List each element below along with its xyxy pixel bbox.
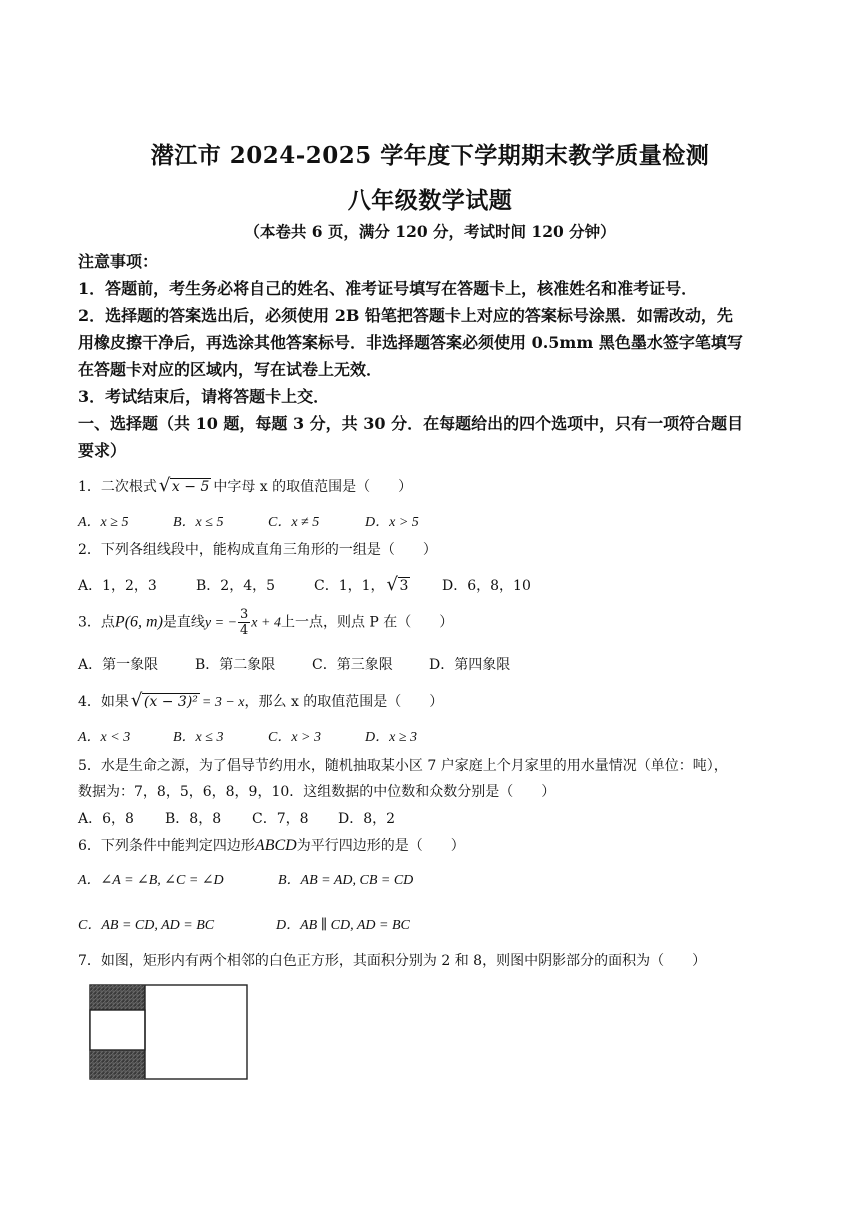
sqrt-symbol: √ 3 (386, 574, 409, 595)
question-2-stem: 2．下列各组线段中，能构成直角三角形的一组是（ ） (78, 542, 437, 558)
option-c[interactable]: C．7，8 (252, 811, 309, 827)
option-c[interactable]: C．第三象限 (312, 657, 393, 673)
question-7-stem: 7．如图，矩形内有两个相邻的白色正方形，其面积分别为 2 和 8，则图中阴影部分的面积为（ ） (78, 953, 707, 969)
option-b[interactable]: B．x ≤ 5 (173, 515, 224, 530)
question-6-options-row-2 (78, 914, 410, 934)
option-b[interactable]: B．AB = AD, CB = CD (278, 873, 414, 888)
option-c[interactable]: C．x > 3 (268, 730, 321, 745)
option-c[interactable]: C．AB = CD, AD = BC (78, 918, 215, 933)
question-1-stem: 1．二次根式 √ x − 5 中字母 x 的取值范围是（ ） (78, 475, 413, 496)
question-3-stem: 3．点P(6, m)是直线y = − $\frac{3}{4}$ x + 4上一点，则点 P 在（ ） (78, 607, 454, 638)
option-d[interactable]: D．x > 5 (365, 515, 419, 530)
question-6-options-row-1 (78, 869, 413, 889)
notice-line-5: 3．考试结束后，请将答题卡上交． (78, 387, 330, 406)
question-5-options (78, 808, 395, 828)
option-a[interactable]: A．第一象限 (78, 657, 159, 673)
question-5-stem-1: 5．水是生命之源，为了倡导节约用水，随机抽取某小区 7 户家庭上个月家里的用水量情况（单位：吨）， (78, 758, 728, 774)
fraction: $\frac{3}{4}$ (240, 607, 249, 638)
option-d[interactable]: D．x ≥ 3 (365, 730, 418, 745)
option-d[interactable]: D．6，8，10 (442, 578, 531, 594)
section-heading-1: 一、选择题（共 10 题，每题 3 分，共 30 分．在每题给出的四个选项中，只有一项符合题目 (78, 414, 744, 433)
notice-line-4: 在答题卡对应的区域内，写在试卷上无效． (78, 360, 383, 379)
sqrt-symbol: √ (x − 3)² (130, 690, 198, 711)
exam-subtitle: 八年级数学试题 (347, 187, 513, 214)
option-a[interactable]: A．∠A = ∠B, ∠C = ∠D (78, 873, 224, 888)
exam-title: 潜江市 2024-2025 学年度下学期期末教学质量检测 (150, 142, 710, 169)
question-2-options (78, 575, 531, 595)
exam-info: （本卷共 6 页，满分 120 分，考试时间 120 分钟） (244, 222, 616, 241)
notice-line-1: 1．答题前，考生务必将自己的姓名、准考证号填写在答题卡上，核准姓名和准考证号． (78, 279, 698, 298)
option-a[interactable]: A．6，8 (78, 811, 134, 827)
question-5-stem-2: 数据为：7，8，5，6，8，9，10．这组数据的中位数和众数分别是（ ） (78, 784, 556, 800)
notice-heading: 注意事项： (78, 252, 159, 271)
question-1-options (78, 511, 419, 531)
notice-line-3: 用橡皮擦干净后，再选涂其他答案标号．非选择题答案必须使用 0.5mm 黑色墨水签字笔填写 (78, 333, 743, 352)
option-a[interactable]: A．x < 3 (78, 730, 131, 745)
option-b[interactable]: B．8，8 (165, 811, 222, 827)
rectangle-squares-figure (80, 982, 248, 1082)
option-d[interactable]: D．AB ∥ CD, AD = BC (276, 918, 410, 933)
option-b[interactable]: B．x ≤ 3 (173, 730, 224, 745)
notice-line-2: 2．选择题的答案选出后，必须使用 2B 铅笔把答题卡上对应的答案标号涂黑．如需改动，先 (78, 306, 733, 325)
sqrt-symbol: √ x − 5 (158, 475, 210, 496)
question-3-options (78, 654, 510, 674)
question-4-options (78, 726, 417, 746)
option-a[interactable]: A．x ≥ 5 (78, 515, 129, 530)
option-b[interactable]: B．2，4，5 (196, 578, 276, 594)
option-d[interactable]: D．第四象限 (429, 657, 511, 673)
question-4-stem: 4．如果 √ (x − 3)² = 3 − x，那么 x 的取值范围是（ ） (78, 690, 444, 711)
option-d[interactable]: D．8，2 (338, 811, 396, 827)
section-heading-2: 要求） (78, 441, 127, 460)
option-c[interactable]: C．x ≠ 5 (268, 515, 320, 530)
option-a[interactable]: A．1，2，3 (78, 578, 157, 594)
option-b[interactable]: B．第二象限 (195, 657, 276, 673)
question-6-stem: 6．下列条件中能判定四边形ABCD为平行四边形的是（ ） (78, 837, 465, 854)
option-c[interactable]: C．1，1， √ 3 (314, 574, 409, 595)
